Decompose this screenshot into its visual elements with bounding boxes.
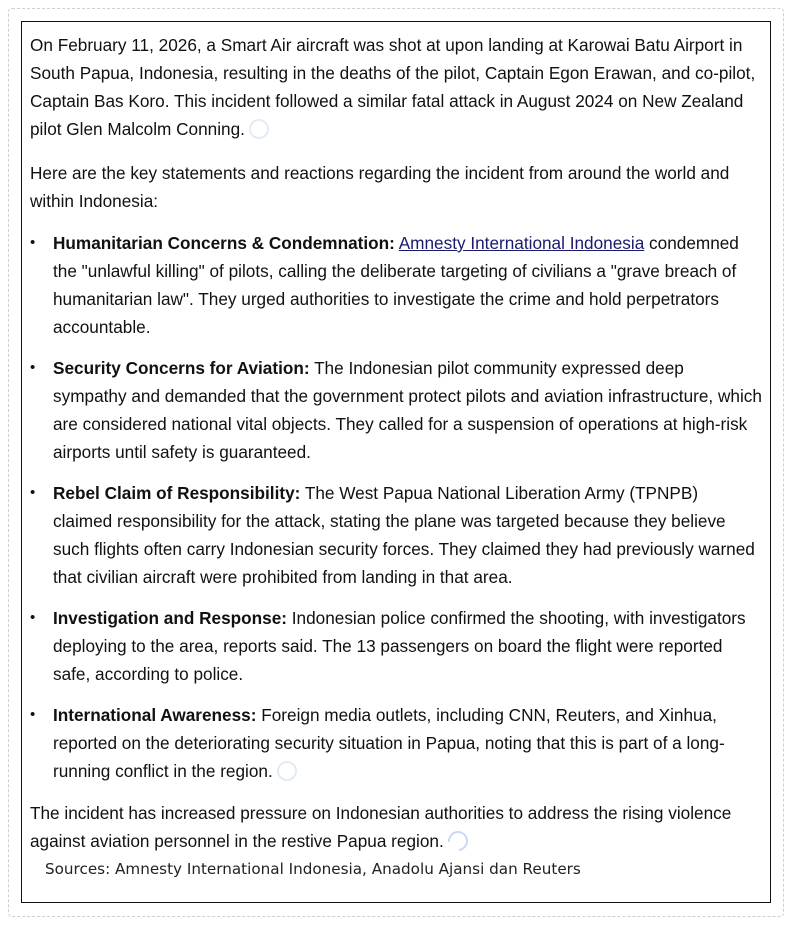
item-body: condemned the "unlawful killing" of pilots, calling the deliberate targeting of civilians a "grave breach of humanitarian law". They urged authorities to investigate the crime and hold perpetrators accountable. [53,233,739,337]
list-item [30,479,762,591]
list-item [30,354,762,466]
item-body: Foreign media outlets, including CNN, Reuters, and Xinhua, reported on the deteriorating security situation in Papua, noting that this is part of a long-running conflict in the region. [53,705,725,781]
sources-line: Sources: Amnesty International Indonesia, Anadolu Ajansi dan Reuters [45,860,581,878]
item-heading: Security Concerns for Aviation: [53,358,310,378]
item-heading: Rebel Claim of Responsibility: [53,483,301,503]
amnesty-link[interactable]: Amnesty International Indonesia [398,233,645,253]
loading-spinner-icon [249,119,269,139]
bullet-icon: • [30,359,36,376]
loading-spinner-icon [277,761,297,781]
list-item [30,229,762,341]
item-body: The West Papua National Liberation Army (TPNPB) claimed responsibility for the attack, stating the plane was targeted because they believe such flights often carry Indonesian security forces. They claimed they had previously warned that civilian aircraft were prohibited from landing in that area. [53,483,755,587]
lead-paragraph: Here are the key statements and reactions regarding the incident from around the world and within Indonesia: [30,163,730,211]
bullet-icon: • [30,706,36,723]
item-body: The Indonesian pilot community expressed deep sympathy and demanded that the government protect pilots and aviation infrastructure, which are considered national vital objects. They called for a suspension of operations at high-risk airports until safety is guaranteed. [53,358,762,462]
bullet-icon: • [30,484,36,501]
list-item [30,701,762,785]
bullet-icon: • [30,609,36,626]
item-heading: Humanitarian Concerns & Condemnation: [53,233,395,253]
closing-paragraph [30,799,762,855]
item-heading: International Awareness: [53,705,257,725]
intro-text: On February 11, 2026, a Smart Air aircraft was shot at upon landing at Karowai Batu Airport in South Papua, Indonesia, resulting in the deaths of the pilot, Captain Egon Erawan, and co-pilot, Captain Bas Koro. This incident followed a similar fatal attack in August 2024 on New Zealand pilot Glen Malcolm Conning. [30,35,756,139]
item-heading: Investigation and Response: [53,608,287,628]
loading-spinner-icon [444,827,472,855]
item-body: Indonesian police confirmed the shooting, with investigators deploying to the area, reports said. The 13 passengers on board the flight were reported safe, according to police. [53,608,746,684]
list-item [30,604,762,688]
closing-text: The incident has increased pressure on Indonesian authorities to address the rising violence against aviation personnel in the restive Papua region. [30,803,732,851]
bullet-icon: • [30,234,36,251]
article-box [21,21,771,903]
intro-paragraph [30,31,762,143]
reactions-list [30,229,762,785]
